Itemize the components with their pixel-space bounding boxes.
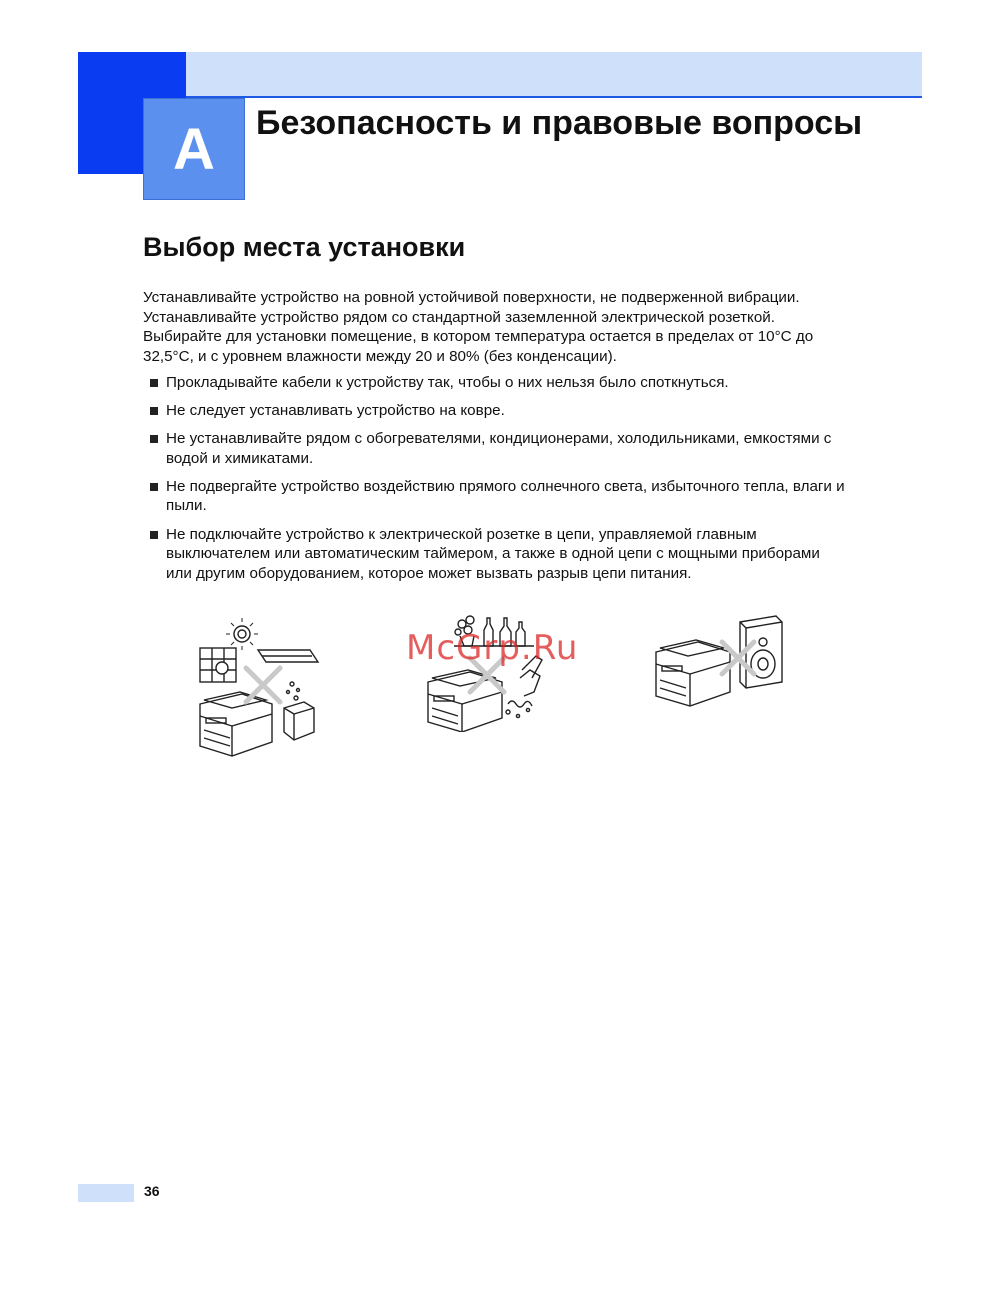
list-item: Не устанавливайте рядом с обогревателями, кондиционерами, холодильниками, емкостями с водой и химикатами.: [148, 429, 848, 468]
intro-line: Устанавливайте устройство рядом со стандартной заземленной электрической розеткой.: [143, 308, 775, 326]
chapter-header-rule: [186, 96, 922, 98]
intro-paragraph: [143, 288, 863, 366]
printer-speaker-icon: [650, 612, 790, 712]
list-item: Прокладывайте кабели к устройству так, чтобы о них нельзя было споткнуться.: [148, 373, 848, 393]
bullet-square-icon: [150, 407, 158, 415]
bullet-square-icon: [150, 435, 158, 443]
page-number: 36: [144, 1183, 160, 1199]
chapter-letter: A: [143, 98, 245, 200]
bullet-list: [148, 373, 848, 592]
chapter-title: Безопасность и правовые вопросы: [256, 104, 863, 142]
watermark: McGrp.Ru: [406, 628, 579, 668]
list-item: Не следует устанавливать устройство на ковре.: [148, 401, 848, 421]
section-title: Выбор места установки: [143, 232, 466, 262]
list-item: Не подвергайте устройство воздействию прямого солнечного света, избыточного тепла, влаги и пыли.: [148, 477, 848, 516]
intro-line: Выбирайте для установки помещение, в котором температура остается в пределах от 10°C до 32,5°C, и с уровнем влажности между 20 и 80% (без конденсации).: [143, 328, 814, 365]
list-item: Не подключайте устройство к электрической розетке в цепи, управляемой главным выключателем или автоматическим таймером, а также в одной цепи с мощными приборами или другим оборудованием, которое может вызвать разрыв цепи питания.: [148, 525, 848, 584]
printer-heater-sun-icon: [192, 612, 328, 760]
bullet-square-icon: [150, 483, 158, 491]
bullet-square-icon: [150, 531, 158, 539]
intro-line: Устанавливайте устройство на ровной устойчивой поверхности, не подверженной вибрации.: [143, 289, 800, 306]
bullet-square-icon: [150, 379, 158, 387]
footer-bar: [78, 1184, 134, 1202]
chapter-header-band: [186, 52, 922, 98]
